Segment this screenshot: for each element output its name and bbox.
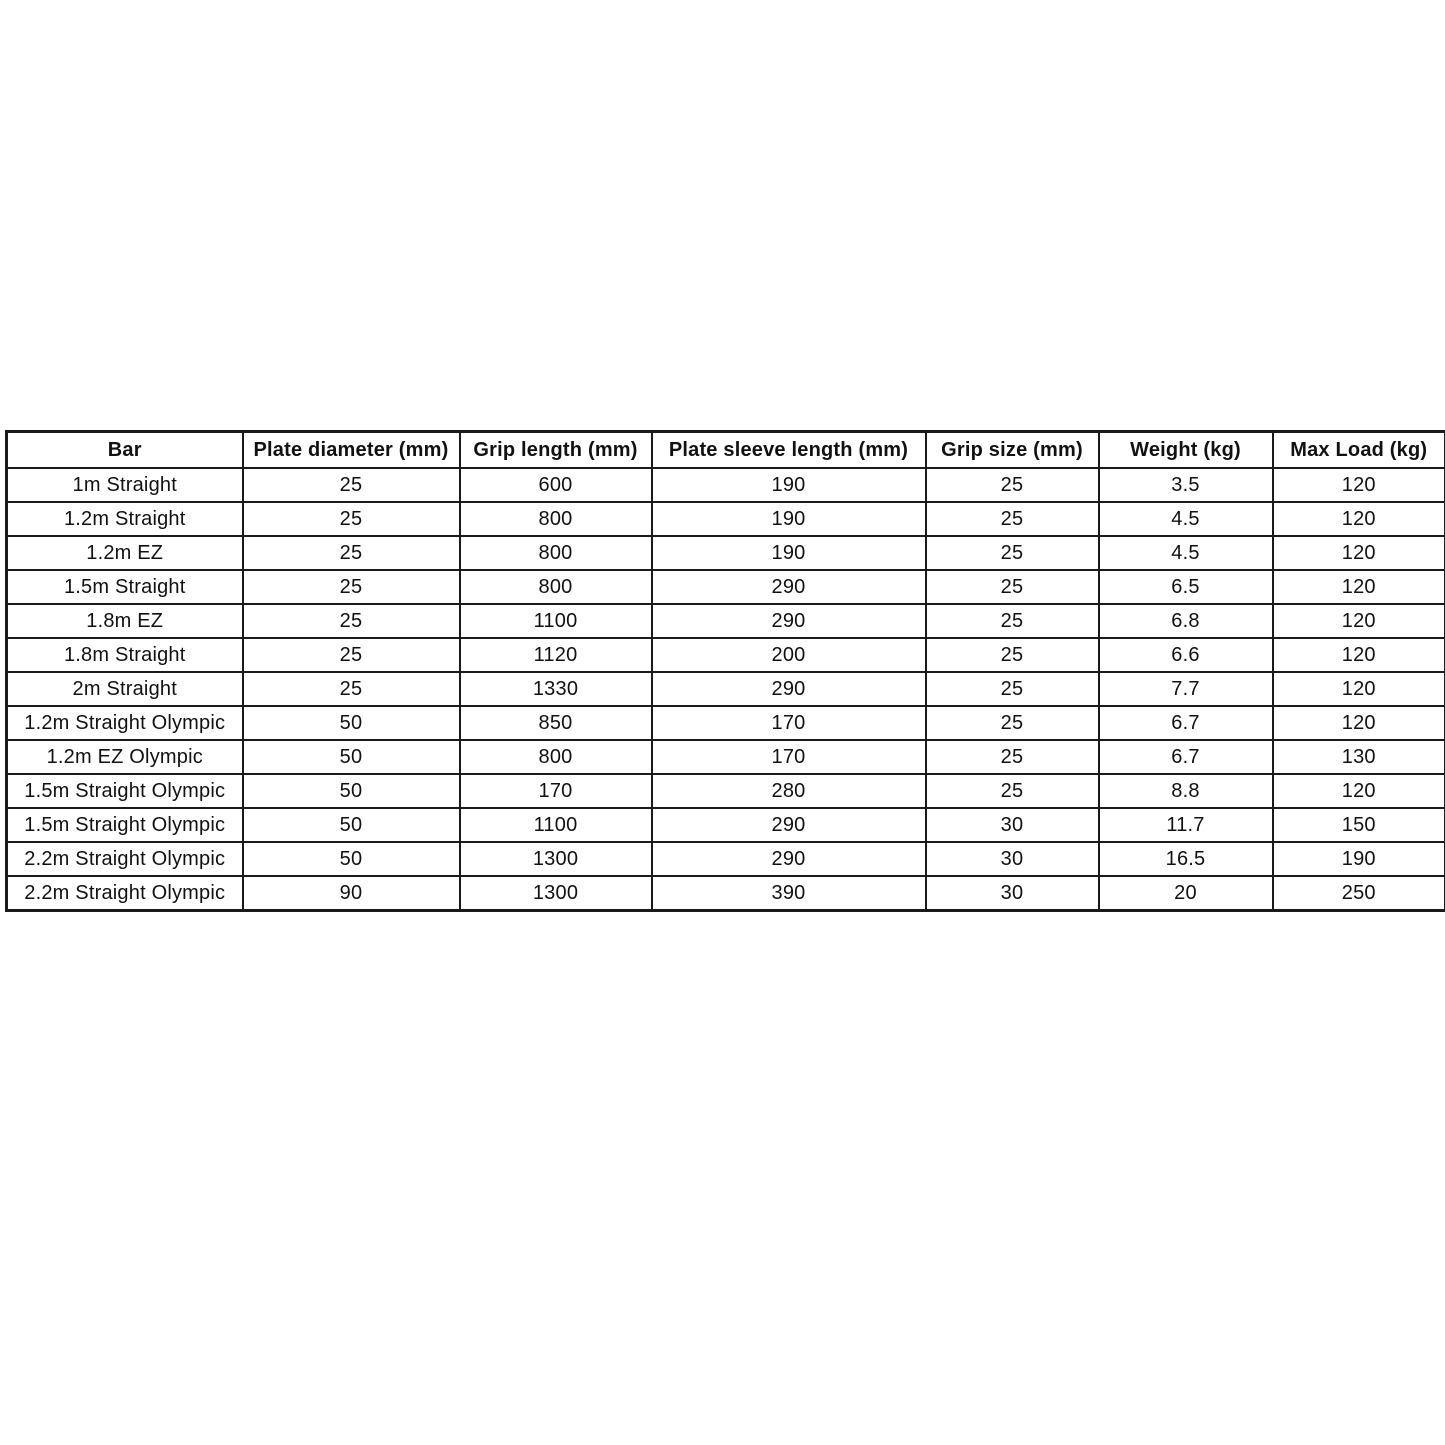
cell-max-load: 120 [1273, 672, 1445, 706]
cell-bar: 2m Straight [7, 672, 243, 706]
cell-grip-size: 25 [926, 672, 1099, 706]
cell-bar: 1.2m Straight Olympic [7, 706, 243, 740]
cell-max-load: 120 [1273, 774, 1445, 808]
header-grip-size: Grip size (mm) [926, 432, 1099, 469]
cell-grip-size: 30 [926, 876, 1099, 911]
cell-plate-diameter: 25 [243, 638, 460, 672]
header-plate-diameter: Plate diameter (mm) [243, 432, 460, 469]
cell-plate-diameter: 50 [243, 842, 460, 876]
table-row [7, 570, 1445, 604]
cell-grip-size: 30 [926, 808, 1099, 842]
cell-grip-size: 25 [926, 502, 1099, 536]
cell-grip-length: 1100 [460, 808, 652, 842]
cell-weight: 6.8 [1099, 604, 1273, 638]
bar-spec-table-container [5, 430, 1444, 912]
cell-weight: 3.5 [1099, 468, 1273, 502]
cell-bar: 2.2m Straight Olympic [7, 876, 243, 911]
cell-max-load: 120 [1273, 570, 1445, 604]
cell-max-load: 120 [1273, 536, 1445, 570]
cell-plate-sleeve-length: 280 [652, 774, 926, 808]
table-row [7, 502, 1445, 536]
cell-plate-diameter: 25 [243, 468, 460, 502]
cell-grip-length: 170 [460, 774, 652, 808]
cell-max-load: 120 [1273, 468, 1445, 502]
header-grip-length: Grip length (mm) [460, 432, 652, 469]
cell-grip-size: 25 [926, 604, 1099, 638]
cell-grip-length: 850 [460, 706, 652, 740]
cell-plate-sleeve-length: 390 [652, 876, 926, 911]
cell-plate-sleeve-length: 290 [652, 808, 926, 842]
cell-plate-diameter: 50 [243, 774, 460, 808]
header-bar: Bar [7, 432, 243, 469]
cell-plate-sleeve-length: 290 [652, 604, 926, 638]
cell-plate-sleeve-length: 190 [652, 502, 926, 536]
cell-grip-length: 1300 [460, 842, 652, 876]
cell-max-load: 130 [1273, 740, 1445, 774]
table-row [7, 876, 1445, 911]
cell-max-load: 120 [1273, 706, 1445, 740]
table-row [7, 706, 1445, 740]
cell-grip-size: 25 [926, 536, 1099, 570]
cell-grip-size: 25 [926, 570, 1099, 604]
cell-bar: 1.2m Straight [7, 502, 243, 536]
table-row [7, 842, 1445, 876]
cell-bar: 2.2m Straight Olympic [7, 842, 243, 876]
cell-plate-sleeve-length: 200 [652, 638, 926, 672]
cell-grip-length: 800 [460, 570, 652, 604]
cell-grip-size: 25 [926, 740, 1099, 774]
cell-grip-length: 600 [460, 468, 652, 502]
bar-spec-table [5, 430, 1445, 912]
cell-grip-length: 1120 [460, 638, 652, 672]
cell-weight: 7.7 [1099, 672, 1273, 706]
cell-grip-length: 1300 [460, 876, 652, 911]
cell-plate-diameter: 50 [243, 706, 460, 740]
cell-weight: 6.7 [1099, 706, 1273, 740]
cell-weight: 4.5 [1099, 536, 1273, 570]
table-row [7, 638, 1445, 672]
cell-max-load: 250 [1273, 876, 1445, 911]
cell-grip-size: 25 [926, 468, 1099, 502]
cell-bar: 1.8m Straight [7, 638, 243, 672]
cell-grip-length: 800 [460, 740, 652, 774]
cell-weight: 20 [1099, 876, 1273, 911]
cell-max-load: 120 [1273, 638, 1445, 672]
cell-plate-sleeve-length: 170 [652, 706, 926, 740]
cell-weight: 16.5 [1099, 842, 1273, 876]
cell-plate-diameter: 25 [243, 502, 460, 536]
cell-grip-size: 25 [926, 774, 1099, 808]
cell-plate-sleeve-length: 290 [652, 672, 926, 706]
table-row [7, 536, 1445, 570]
cell-plate-diameter: 25 [243, 570, 460, 604]
cell-plate-sleeve-length: 190 [652, 468, 926, 502]
cell-bar: 1.8m EZ [7, 604, 243, 638]
cell-plate-diameter: 25 [243, 604, 460, 638]
header-max-load: Max Load (kg) [1273, 432, 1445, 469]
cell-bar: 1m Straight [7, 468, 243, 502]
cell-weight: 6.7 [1099, 740, 1273, 774]
cell-max-load: 150 [1273, 808, 1445, 842]
table-row [7, 774, 1445, 808]
cell-weight: 11.7 [1099, 808, 1273, 842]
cell-grip-size: 25 [926, 706, 1099, 740]
cell-bar: 1.2m EZ [7, 536, 243, 570]
cell-grip-length: 800 [460, 502, 652, 536]
cell-plate-diameter: 90 [243, 876, 460, 911]
cell-grip-length: 1330 [460, 672, 652, 706]
cell-weight: 8.8 [1099, 774, 1273, 808]
cell-weight: 6.6 [1099, 638, 1273, 672]
cell-weight: 6.5 [1099, 570, 1273, 604]
table-row [7, 808, 1445, 842]
cell-grip-length: 800 [460, 536, 652, 570]
cell-weight: 4.5 [1099, 502, 1273, 536]
cell-plate-sleeve-length: 190 [652, 536, 926, 570]
cell-plate-diameter: 25 [243, 536, 460, 570]
cell-bar: 1.5m Straight Olympic [7, 808, 243, 842]
cell-plate-diameter: 25 [243, 672, 460, 706]
cell-bar: 1.5m Straight Olympic [7, 774, 243, 808]
cell-grip-length: 1100 [460, 604, 652, 638]
cell-grip-size: 25 [926, 638, 1099, 672]
table-body [7, 468, 1445, 911]
cell-plate-sleeve-length: 290 [652, 842, 926, 876]
cell-grip-size: 30 [926, 842, 1099, 876]
cell-max-load: 120 [1273, 502, 1445, 536]
cell-bar: 1.5m Straight [7, 570, 243, 604]
cell-plate-sleeve-length: 290 [652, 570, 926, 604]
table-header-row [7, 432, 1445, 469]
cell-plate-sleeve-length: 170 [652, 740, 926, 774]
cell-plate-diameter: 50 [243, 740, 460, 774]
cell-bar: 1.2m EZ Olympic [7, 740, 243, 774]
table-row [7, 740, 1445, 774]
table-row [7, 604, 1445, 638]
header-plate-sleeve-length: Plate sleeve length (mm) [652, 432, 926, 469]
header-weight: Weight (kg) [1099, 432, 1273, 469]
table-row [7, 468, 1445, 502]
cell-max-load: 190 [1273, 842, 1445, 876]
cell-plate-diameter: 50 [243, 808, 460, 842]
table-row [7, 672, 1445, 706]
cell-max-load: 120 [1273, 604, 1445, 638]
